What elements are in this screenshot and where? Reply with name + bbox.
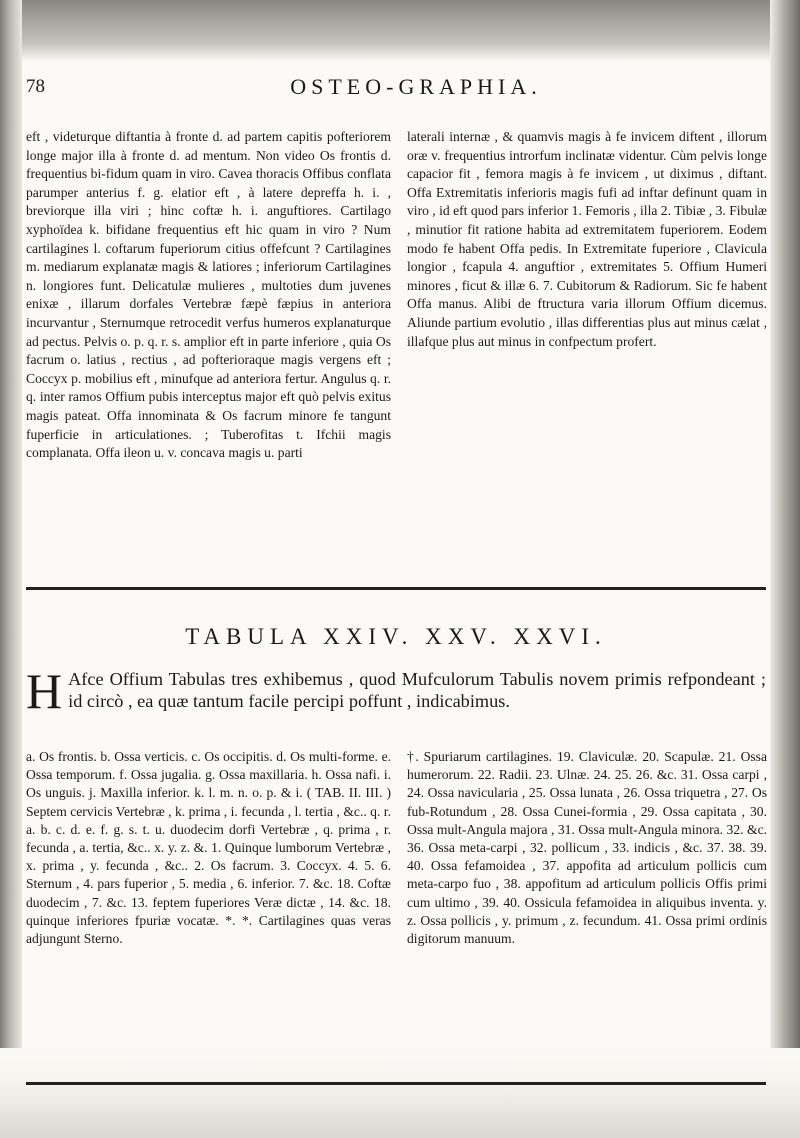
running-head [26, 74, 766, 104]
tabula-heading: TABULA XXIV. XXV. XXVI. [185, 624, 607, 649]
right-column-text: laterali internæ , & quamvis magis à fe invicem diftent , illorum oræ v. frequentius introrfum inclinatæ videntur. Cùm pelvis longe capacior fit , femora magis à fe invicem , ut diximus , diftant. Offa Extremitatis inferioris magis fufi ad inftar definunt quam in viro , id eft quod pars inferior 1. Femoris , illa 2. Tibiæ , 3. Fibulæ , minutior fit ratione habita ad extremitatem fuperiorem. Eodem modo fe habent Offa pedis. In Extremitate fuperiore , Clavicula longior , fcapula 4. anguftior , extremitates 5. Offium Humeri minores , ficut & illæ 6. 7. Cubitorum & Radiorum. Sic fe habent Offa manus. Alibi de ftructura varia illorum Offium dicemus. Aliunde partium evolutio , illas differentias plus aut minus cælat , illafque plus aut minus in confpectum profert. [407, 129, 767, 349]
running-title: OSTEO-GRAPHIA. [290, 74, 542, 99]
tabula-intro-text: Afce Offium Tabulas tres exhibemus , quod Mufculorum Tabulis novem primis refpondeant ; id circò , ea quæ tantum facile percipi poffunt , indicabimus. [68, 669, 766, 711]
legend-right-text: †. Spuriarum cartilagines. 19. Claviculæ. 20. Scapulæ. 21. Ossa humerorum. 22. Radii. 23. Ulnæ. 24. 25. 26. &c. 31. Ossa carpi , 24. Ossa navicularia , 25. Ossa lunata , 26. Ossa triquetra , 27. Os fub-Rotundum , 28. Ossa Cunei-formia , 29. Ossa capitata , 30. Ossa mult-Angula majora , 31. Ossa mult-Angula minora. 32. &c. 36. Ossa meta-carpi , 32. pollicum , 33. indicis , &c. 37. 38. 39. 40. Ossa fefamoidea , 37. appofita ad articulum pollicis cum meta-carpo fuo , 38. appofitum ad articulum pollicis Offis primi cum ultimo , 39. 40. Ossicula fefamoidea in aliquibus inventa. y. z. Ossa pollicis , y. primum , z. fecundum. 41. Ossa primi ordinis digitorum manuum. [407, 749, 767, 947]
legend-left-text: a. Os frontis. b. Ossa verticis. c. Os occipitis. d. Os multi-forme. e. Ossa temporum. f. Ossa jugalia. g. Ossa maxillaria. h. Ossa nafi. i. Os unguis. j. Maxilla inferior. k. l. m. n. o. p. & i. ( TAB. II. III. ) Septem cervicis Vertebræ , k. prima , i. fecunda , l. tertia , &c.. q. r. a. b. c. d. e. f. g. s. t. u. duodecim dorfi Vertebræ , q. prima , r. fecunda , a. tertia, &c.. x. y. z. &. 1. Quinque lumborum Vertebræ , x. prima , y. fecunda , &c.. 2. Os facrum. 3. Coccyx. 4. 5. 6. Sternum , 4. pars fuperior , 5. media , 6. inferior. 7. &c. 18. Coftæ duodecim , 7. &c. 13. feptem fuperiores Veræ dictæ , 14. &c. 18. quinque inferiores fpuriæ vocatæ. *. *. Cartilagines quas veras adjungunt Sterno. [26, 749, 391, 947]
text-column-left [26, 128, 391, 463]
bottom-rule [26, 1082, 766, 1085]
tabula-intro [26, 663, 766, 719]
drop-cap: H [26, 663, 63, 719]
legend-column-right [407, 748, 767, 948]
page-right-edge [770, 0, 800, 1138]
page-left-edge [0, 0, 22, 1138]
page-bottom-shade [0, 1048, 800, 1138]
page-top-shadow [0, 0, 800, 62]
text-column-right [407, 128, 767, 351]
left-column-text: eft , videturque diftantia à fronte d. ad partem capitis pofteriorem longe major illa à fronte d. ad mentum. Non video Os frontis d. frequentius bi-fidum quam in viro. Cavea thoracis Offibus conflata parumper anterius f. g. elatior eft , à latere depreffa h. i. , breviorque illa viri ; hinc coftæ h. i. anguftiores. Cartilago xyphoïdea k. bifidane frequentius eft hic quam in viro ? Num cartilagines l. coftarum fuperiorum citius offefcunt ? Cartilagines m. mediarum explanatæ magis & latiores ; inferiorum Cartilagines n. longiores funt. Delicatulæ mulieres , multoties dum juvenes enixæ , illarum dorfales Vertebræ fæpè fæpius in anteriora incurvantur , Sternumque retrocedit verfus humeros explanaturque ad pectus. Pelvis o. p. q. r. s. amplior eft in parte inferiore , quia Os facrum o. latius , rectius , ad pofterioraque magis vergens eft ; Coccyx p. mobilius eft , minufque ad anteriora fertur. Angulus q. r. q. inter ramos Offium pubis interceptus major eft quò pelvis exitus magis pateat. Offa innominata & Os facrum minore fe tangunt fuperficie in articulationes. ; Tuberofitas t. Ifchii magis complanata. Offa ileon u. v. concava magis u. parti [26, 129, 391, 461]
section-rule [26, 587, 766, 590]
page-number: 78 [26, 76, 45, 97]
legend-column-left [26, 748, 391, 948]
